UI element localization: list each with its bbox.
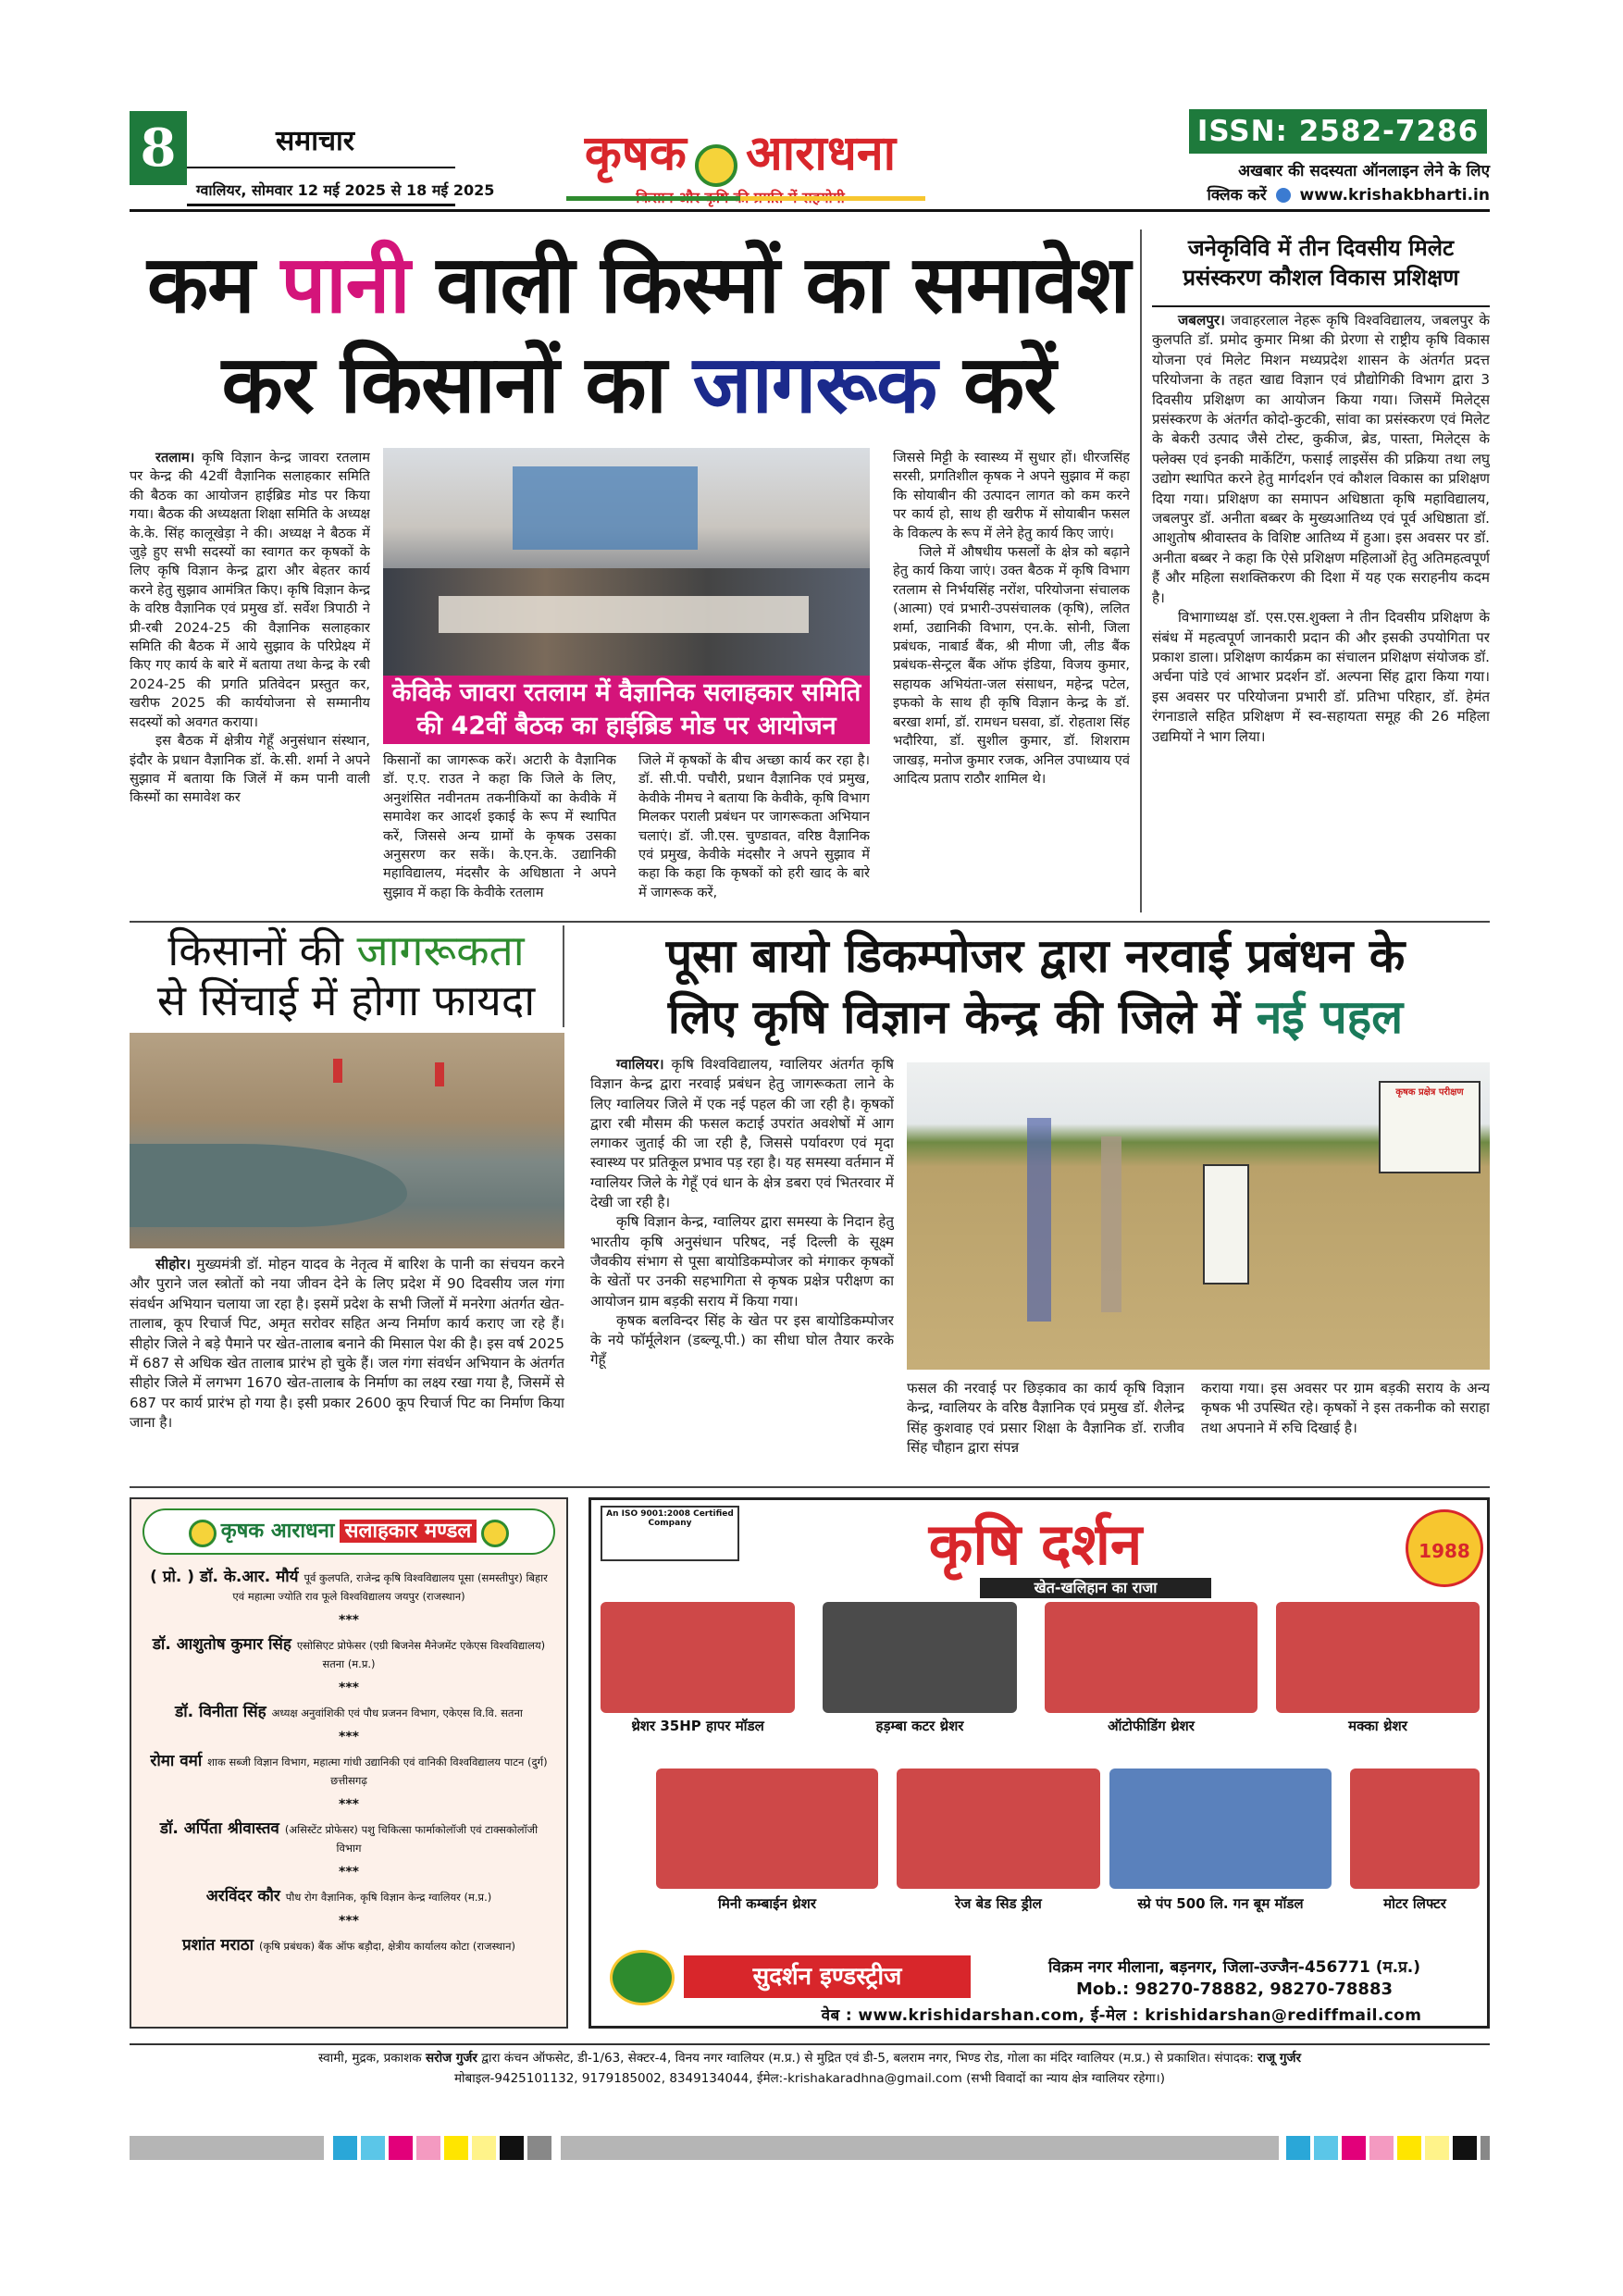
council-member-desc: पूर्व कुलपति, राजेन्द्र कृषि विश्वविद्यालय पूसा (समस्तीपुर) बिहार एवं महात्मा ज्योति राव फूले विश्वविद्यालय जयपुर (राजस्थान) [232,1571,548,1603]
ad-logo-icon [610,1950,675,2005]
ad-year: 1988 [1419,1540,1470,1562]
water-h2: से सिंचाई में होगा फायदा [156,975,536,1025]
machine-label: थ्रेशर 35HP हापर मॉडल [631,1718,764,1734]
logo-word-left: कृषक [584,125,687,181]
imprint-owner: सरोज गुर्जर [425,2051,477,2066]
council-title-b: सलाहकार मण्डल [340,1520,477,1543]
machine-image [823,1602,1017,1713]
machine-label: मक्का थ्रेशर [1348,1718,1407,1734]
lead-column-3: जिले में कृषकों के बीच अच्छा कार्य कर रहा है। डॉ. सी.पी. पचौरी, प्रधान वैज्ञानिक एवं प्रमुख, केवीके नीमच ने बताया कि केवीके, कृषि विभाग मिलकर पराली प्रबंधन पर जागरूकता अभियान चलाएं। डॉ. जी.एस. चुण्डावत, वरिष्ठ वैज्ञानिक एवं प्रमुख, केवीके मंदसौर ने अपने सुझाव में कहा कि कहा कि कृषकों को हरी खाद के बारे में जागरूक करें, [638,752,870,900]
ad-company: सुदर्शन इण्डस्ट्रीज [684,1955,971,1998]
millet-body [1152,311,1490,914]
imprint-line2: मोबाइल-9425101132, 9179185002, 8349134044, ईमेल:-krishakaradhna@gmail.com (सभी विवादों का न्याय क्षेत्र ग्वालियर रहेगा।) [453,2071,1166,2086]
pusa-p1: कृषि विश्वविद्यालय, ग्वालियर अंतर्गत कृषि विज्ञान केन्द्र द्वारा नरवाई प्रबंधन हेतु जागरूकता लाने के लिए ग्वालियर जिले में एक नई पहल की जा रही है। कृषकों द्वारा रबी मौसम की फसल कटाई उपरांत अवशेषों में आग लगाकर जुताई की जा रही है, जिससे पर्यावरण एवं मृदा स्वास्थ्य पर प्रतिकूल प्रभाव पड़ रहा है। यह समस्या वर्तमान में ग्वालियर जिले के गेहूँ एवं धान के क्षेत्र डबरा एवं भितरवार में देखी जा रही है। [590,1056,894,1211]
council-member-name: ( प्रो. ) डॉ. के.आर. मौर्य [150,1568,304,1586]
council-member [148,1635,550,1673]
council-member [148,1568,550,1606]
council-separator: *** [339,1865,359,1880]
council-separator: *** [339,1730,359,1744]
council-member-desc: अध्यक्ष अनुवांशिकी एवं पौध प्रजनन विभाग, एकेएस वि.वि. सतना [271,1706,523,1719]
lead-col1b-text: इस बैठक में क्षेत्रीय गेहूँ अनुसंधान संस्थान, इंदौर के प्रधान वैज्ञानिक डॉ. के.सी. शर्मा ने अपने सुझाव में बताया कि जिलें में कम पानी वाली किस्मों का समावेश कर [130,733,370,806]
krishi-darshan-ad [588,1497,1490,2029]
machine-image [1045,1602,1258,1713]
millet-p1: जवाहरलाल नेहरू कृषि विश्वविद्यालय, जबलपुर के कुलपति डॉ. प्रमोद कुमार मिश्रा की प्रेरणा से राष्ट्रीय कृषि विकास योजना एवं मिलेट मिशन मध्यप्रदेश शासन के अंतर्गत प्रदत्त परियोजना के तहत खाद्य विज्ञान एवं प्रौद्योगिकी विभाग द्वारा 3 दिवसीय प्रशिक्षण का आयोजन किया गया। जिसमें मिलेट्स प्रसंस्करण के अंतर्गत कोदो-कुटकी, सांवा का प्रसंस्करण एवं मिलेट के बेकरी उत्पाद जैसे टोस्ट, कुकीज, ब्रेड, पास्ता, मिलेट्स के फ्लेक्स एवं इनकी मार्केटिंग, फसाई लाइसेंस की प्रक्रिया तथा लघु उद्योग स्थापित करने हेतु मार्गदर्शन एवं कौशल विकास का प्रशिक्षण दिया गया। प्रशिक्षण का समापन अधिष्ठाता कृषि महाविद्यालय, जबलपुर डॉ. अनीता बब्बर के मुख्यआतिथ्य एवं पूर्व अधिष्ठाता डॉ. आशुतोष श्रीवास्तव के विशिष्ट आतिथ्य में हुआ। इस अवसर पर डॉ. अनीता बब्बर ने कहा कि ऐसे प्रशिक्षण महिलाओं हेतु अतिमहत्वपूर्ण हैं और महिला सशक्तिकरण की दिशा में यह एक सराहनीय कदम है। [1152,312,1490,606]
ad-footer-band [591,1948,1487,2026]
council-title-bar [142,1508,555,1555]
water-body [130,1255,564,1477]
lead-column-2: किसानों का जागरूक करें। अटारी के वैज्ञानिक डॉ. ए.ए. राउत ने कहा कि जिले के लिए, अनुशंसित नवीनतम तकनीकियों का केवीके में समावेश कर आदर्श इकाई के रूप में स्थापित करें, जिससे अन्य ग्रामों के कृषक उसका अनुसरण कर सकें। के.एन.के. उद्यानिकी महाविद्यालय, मंदसौर के अधिष्ठाता ने अपने सुझाव में कहा कि केवीके रतलाम [383,752,616,900]
water-h1-highlight: जागरूकता [356,925,525,975]
council-separator: *** [339,1797,359,1812]
pusa-column-3: कराया गया। इस अवसर पर ग्राम बड़की सराय के अन्य कृषक भी उपस्थित रहे। कृषकों ने इस तकनीक को सराहा तथा अपनाने में रुचि दिखाई है। [1201,1380,1490,1436]
ad-cert: An ISO 9001:2008 Certified Company [601,1506,739,1561]
imprint-part3: द्वारा कंचन ऑफसेट, डी-1/63, सेक्टर-4, विनय नगर ग्वालियर (म.प्र.) से मुद्रित एवं डी-5, बलराम नगर, भिण्ड रोड, गोला का मंदिर ग्वालियर (म.प्र.) से प्रकाशित। संपादक: [477,2051,1258,2066]
council-member [148,1936,550,1955]
council-member [148,1703,550,1722]
council-member-list [131,1555,566,1955]
subscribe-click: क्लिक करें [1207,186,1267,205]
logo-emblem-icon [695,144,737,187]
imprint-part1: स्वामी, मुद्रक, प्रकाशक [317,2051,426,2066]
machine-label: ऑटोफीडिंग थ्रेशर [1108,1718,1195,1734]
lead-column-1 [130,449,370,912]
subscribe-line1: अखबार की सदस्यता ऑनलाइन लेने के लिए [1238,162,1490,180]
council-member-name: डॉ. अर्पिता श्रीवास्तव [159,1819,285,1838]
ad-mobile: Mob.: 98270-78882, 98270-78883 [1076,1980,1393,1999]
water-dateline: सीहोर। [155,1256,192,1272]
pusa-p3: कृषक बलविन्दर सिंह के खेत पर इस बायोडिकम्पोजर के नये फॉर्मूलेशन (डब्ल्यू.पी.) का सीधा घोल तैयार करके गेहूँ [590,1311,894,1369]
field-photo [907,1062,1490,1370]
lead-dateline: रतलाम। [155,450,195,465]
lead-photo-caption: केविके जावरा रतलाम में वैज्ञानिक सलाहकार समिति की 42वीं बैठक का हाईब्रिड मोड पर आयोजन [391,678,861,740]
council-title-a: कृषक आराधना [220,1520,335,1543]
council-member [148,1887,550,1906]
machine-image [656,1769,878,1889]
lead-col4a-text: जिससे मिट्टी के स्वास्थ्य में सुधार हों। धीरजसिंह सरसी, प्रगतिशील कृषक ने अपने सुझाव में कहा कि सोयाबीन की उत्पादन लागत को कम करने पर कार्य हो, साथ ही खरीफ में सोयाबीन फसल के विकल्प के रूप में लेने हेतु कार्य किए जाएं। [893,450,1130,541]
pusa-p2: कृषि विज्ञान केन्द्र, ग्वालियर द्वारा समस्या के निदान हेतु भारतीय कृषि अनुसंधान परिषद, नई दिल्ली के सूक्ष्म जैवकीय संभाग से पूसा बायोडिकम्पोजर को मंगाकर कृषकों के खेतों पर उनकी सहभागिता से कृषक प्रक्षेत्र परीक्षण का आयोजन ग्राम बड़की सराय में किया गया। [590,1213,894,1309]
council-member-desc: (असिस्टेंट प्रोफेसर) पशु चिकित्सा फार्माकोलॉजी एवं टाक्सकोलॉजी विभाग [284,1823,539,1855]
machine-label: रेज बेड सिड ड्रील [955,1895,1042,1912]
pusa-headline-line2 [581,988,1490,1046]
lead-h1-part1: कम [147,239,281,331]
council-member-desc: शाक सब्जी विज्ञान विभाग, महात्मा गांधी उद्यानिकी एवं वानिकी विश्वविद्यालय पाटन (दुर्ग) छत्तीसगढ़ [207,1756,548,1787]
ad-brand: कृषि दर्शन [928,1510,1143,1578]
lead-column-4 [893,449,1130,913]
field-board-title: कृषक प्रक्षेत्र परीक्षण [1395,1087,1464,1098]
issn-number: ISSN: 2582-7286 [1196,115,1480,148]
machine-label: मिनी कम्बाईन थ्रेशर [718,1895,816,1912]
council-separator: *** [339,1681,359,1695]
millet-headline: जनेकृविवि में तीन दिवसीय मिलेट प्रसंस्करण कौशल विकास प्रशिक्षण [1183,235,1459,291]
council-member [148,1819,550,1857]
council-member-name: डॉ. विनीता सिंह [175,1703,272,1721]
pusa-column-1 [590,1055,894,1477]
issn-box [1189,109,1487,154]
pusa-h2-part1: लिए कृषि विज्ञान केन्द्र की जिले में [667,990,1257,1044]
pusa-column-2: फसल की नरवाई पर छिड़काव का कार्य कृषि विज्ञान केन्द्र, ग्वालियर के वरिष्ठ वैज्ञानिक एवं प्रमुख डॉ. शैलेन्द्र सिंह कुशवाह एवं प्रसार शिक्षा के वैज्ञानिक डॉ. राजीव सिंह चौहान द्वारा संपन्न [907,1380,1184,1456]
council-member-name: रोमा वर्मा [150,1752,208,1770]
millet-p2: विभागाध्यक्ष डॉ. एस.एस.शुक्ला ने तीन दिवसीय प्रशिक्षण के संबंध में महत्वपूर्ण जानकारी प्रदान की और इसकी उपयोगिता पर प्रकाश डाला। प्रशिक्षण कार्यक्रम का संचालन प्रशिक्षण संयोजक डॉ. अर्चना पांडे एवं आभार प्रदर्शन डॉ. अल्पना सिंह द्वारा किया गया। इस अवसर पर परियोजना प्रभारी डॉ. प्रतिभा परिहार, डॉ. हेमंत रंगनाडाले सहित प्रशिक्षण में स्व-सहायता समूह की 26 महिला उद्यमियों ने भाग लिया। [1152,609,1490,745]
lead-photo-caption-box [383,676,870,744]
pusa-h2-highlight: नई पहल [1256,990,1404,1044]
water-h1-part1: किसानों की [167,925,357,975]
machine-label: हड़म्बा कटर थ्रेशर [875,1718,964,1734]
section-label: समाचार [276,125,355,157]
lead-h1-part3: वाली किस्मों का समावेश [409,239,1130,331]
council-member-desc: पौध रोग वैज्ञानिक, कृषि विज्ञान केन्द्र ग्वालियर (म.प्र.) [285,1891,492,1904]
ad-year-badge [1406,1509,1483,1587]
imprint-line1 [130,2049,1490,2067]
council-member-desc: एसोसिएट प्रोफेसर (एग्री बिजनेस मैनेजमेंट एकेएस विश्वविद्यालय) सतना (म.प्र.) [296,1639,546,1670]
pusa-headline-line1: पूसा बायो डिकम्पोजर द्वारा नरवाई प्रबंधन के [665,929,1406,983]
lead-h2-part1: कर किसानों का [221,339,693,431]
council-separator: *** [339,1613,359,1628]
pond-photo [130,1033,564,1248]
council-logo-icon-right [481,1520,509,1547]
lead-h1-highlight: पानी [280,239,410,331]
ad-slogan: खेत-खलिहान का राजा [980,1578,1211,1598]
imprint-editor: राजू गुर्जर [1258,2051,1302,2066]
issue-date: ग्वालियर, सोमवार 12 मई 2025 से 18 मई 2025 [196,181,495,199]
lead-col1-text: कृषि विज्ञान केन्द्र जावरा रतलाम पर केन्द्र की 42वीं वैज्ञानिक सलाहकार समिति की बैठक का आयोजन हाईब्रिड मोड पर किया गया। बैठक की अध्यक्षता शिक्षा समिति के अध्यक्ष के.के. सिंह कालूखेड़ा ने की। अध्यक्ष ने बैठक में जुड़े हुए सभी सदस्यों का स्वागत कर कृषकों के लिए कृषि विज्ञान केन्द्र द्वारा और बेहतर कार्य करने हेतु सुझाव आमंत्रित किए। कृषि विज्ञान केन्द्र के वरिष्ठ वैज्ञानिक एवं प्रमुख डॉ. सर्वेश त्रिपाठी ने प्री-रबी 2024-25 की वैज्ञानिक सलाहकार समिति की बैठक में आये सुझाव के परिप्रेक्ष्य में किए गए कार्य के बारे में बताया तथा केन्द्र के रबी 2024-25 की प्रगति प्रतिवेदन प्रस्तुत कर, खरीफ 2025 की कार्ययोजना से सम्मानीय सदस्यों को अवगत कराया। [130,450,370,730]
lead-h2-part3: करें [936,339,1056,431]
globe-icon [1276,188,1291,203]
logo-word-right: आराधना [745,125,897,181]
council-separator: *** [339,1914,359,1929]
machine-label: मोटर लिफ्टर [1383,1895,1446,1912]
machine-label: स्प्रे पंप 500 लि. गन बूम मॉडल [1137,1895,1304,1912]
ad-address: विक्रम नगर मीलाना, बड़नगर, जिला-उज्जैन-456771 (म.प्र.) [1047,1958,1421,1977]
water-text: मुख्यमंत्री डॉ. मोहन यादव के नेतृत्व में बारिश के पानी का संचयन करने और पुराने जल स्त्रोतों को नया जीवन देने के लिए प्रदेश में 90 दिवसीय जल गंगा संवर्धन अभियान चलाया जा रहा है। इसमें प्रदेश के सभी जिलों में मनरेगा अंतर्गत खेत-तालाब, कूप रिचार्ज पिट, अमृत सरोवर सहित अन्य निर्माण कार्य कराए जा रहे हैं। सीहोर जिले ने बड़े पैमाने पर खेत-तालाब बनाने की मिसाल पेश की है। इस वर्ष 2025 में 687 से अधिक खेत तालाब प्रारंभ हो चुके हैं। जल गंगा संवर्धन अभियान के अंतर्गत सीहोर जिले में लगभग 1670 खेत-तालाब के निर्माण का लक्ष्य रखा गया है, जिसमें से 687 पर कार्य प्रारंभ हो गया है। इसी प्रकार 2600 कूप रिचार्ज पिट का निर्माण किया जाना है। [130,1256,564,1432]
advisory-council-box [130,1497,568,2029]
color-registration-strip [130,2136,1490,2160]
machine-image [897,1769,1100,1889]
lead-headline-line2 [130,339,1147,431]
millet-dateline: जबलपुर। [1178,312,1225,329]
machine-image [601,1602,795,1713]
meeting-photo [383,448,870,676]
council-member-desc: (कृषि प्रबंधक) बैंक ऑफ बड़ौदा, क्षेत्रीय कार्यालय कोटा (राजस्थान) [258,1940,516,1953]
water-headline [130,925,564,1027]
council-member [148,1752,550,1790]
lead-h2-highlight: जागरूक [692,339,937,431]
council-member-name: प्रशांत मराठा [181,1936,259,1955]
page-number-box [130,111,187,185]
council-member-name: अरविंदर कौर [205,1887,286,1905]
lead-headline-line1 [130,239,1147,331]
subscribe-link[interactable]: www.krishakbharti.in [1299,186,1490,205]
ad-web: वेब : www.krishidarshan.com, ई-मेल : krishidarshan@rediffmail.com [821,2006,1422,2025]
subscribe-line2 [1138,183,1490,205]
council-logo-icon [189,1520,217,1547]
machine-image [1109,1769,1332,1889]
pusa-dateline: ग्वालियर। [616,1056,664,1073]
council-member-name: डॉ. आशुतोष कुमार सिंह [152,1635,297,1654]
machine-image [1276,1602,1480,1713]
page-number: 8 [140,118,177,179]
machine-image [1350,1769,1480,1889]
lead-col4b-text: जिले में औषधीय फसलों के क्षेत्र को बढ़ाने हेतु कार्य किया जाएं। उक्त बैठक में कृषि विभाग रतलाम से निर्भयसिंह नरोंश, परियोजना संचालक (आत्मा) एवं प्रभारी-उपसंचालक (कृषि), ललित शर्मा, उद्यानिकी विभाग, एन.के. सोनी, जिला प्रबंधक, नाबार्ड बैंक, श्री मीणा जी, लीड बैंक प्रबंधक-सेन्ट्रल बैंक ऑफ इंडिया, विजय कुमार, सहायक अभियंता-जल संसाधन, महेन्द्र पटेल, इफको के साथ ही कृषि विज्ञान केन्द्र के डॉ. बरखा शर्मा, डॉ. रामधन घसवा, डॉ. रोहताश सिंह भदौरिया, डॉ. सुशील कुमार, डॉ. शिशराम जाखड़, मनोज कुमार रजक, अनिल उपाध्याय एवं आदित्य प्रताप राठौर शामिल थे। [893,544,1130,787]
